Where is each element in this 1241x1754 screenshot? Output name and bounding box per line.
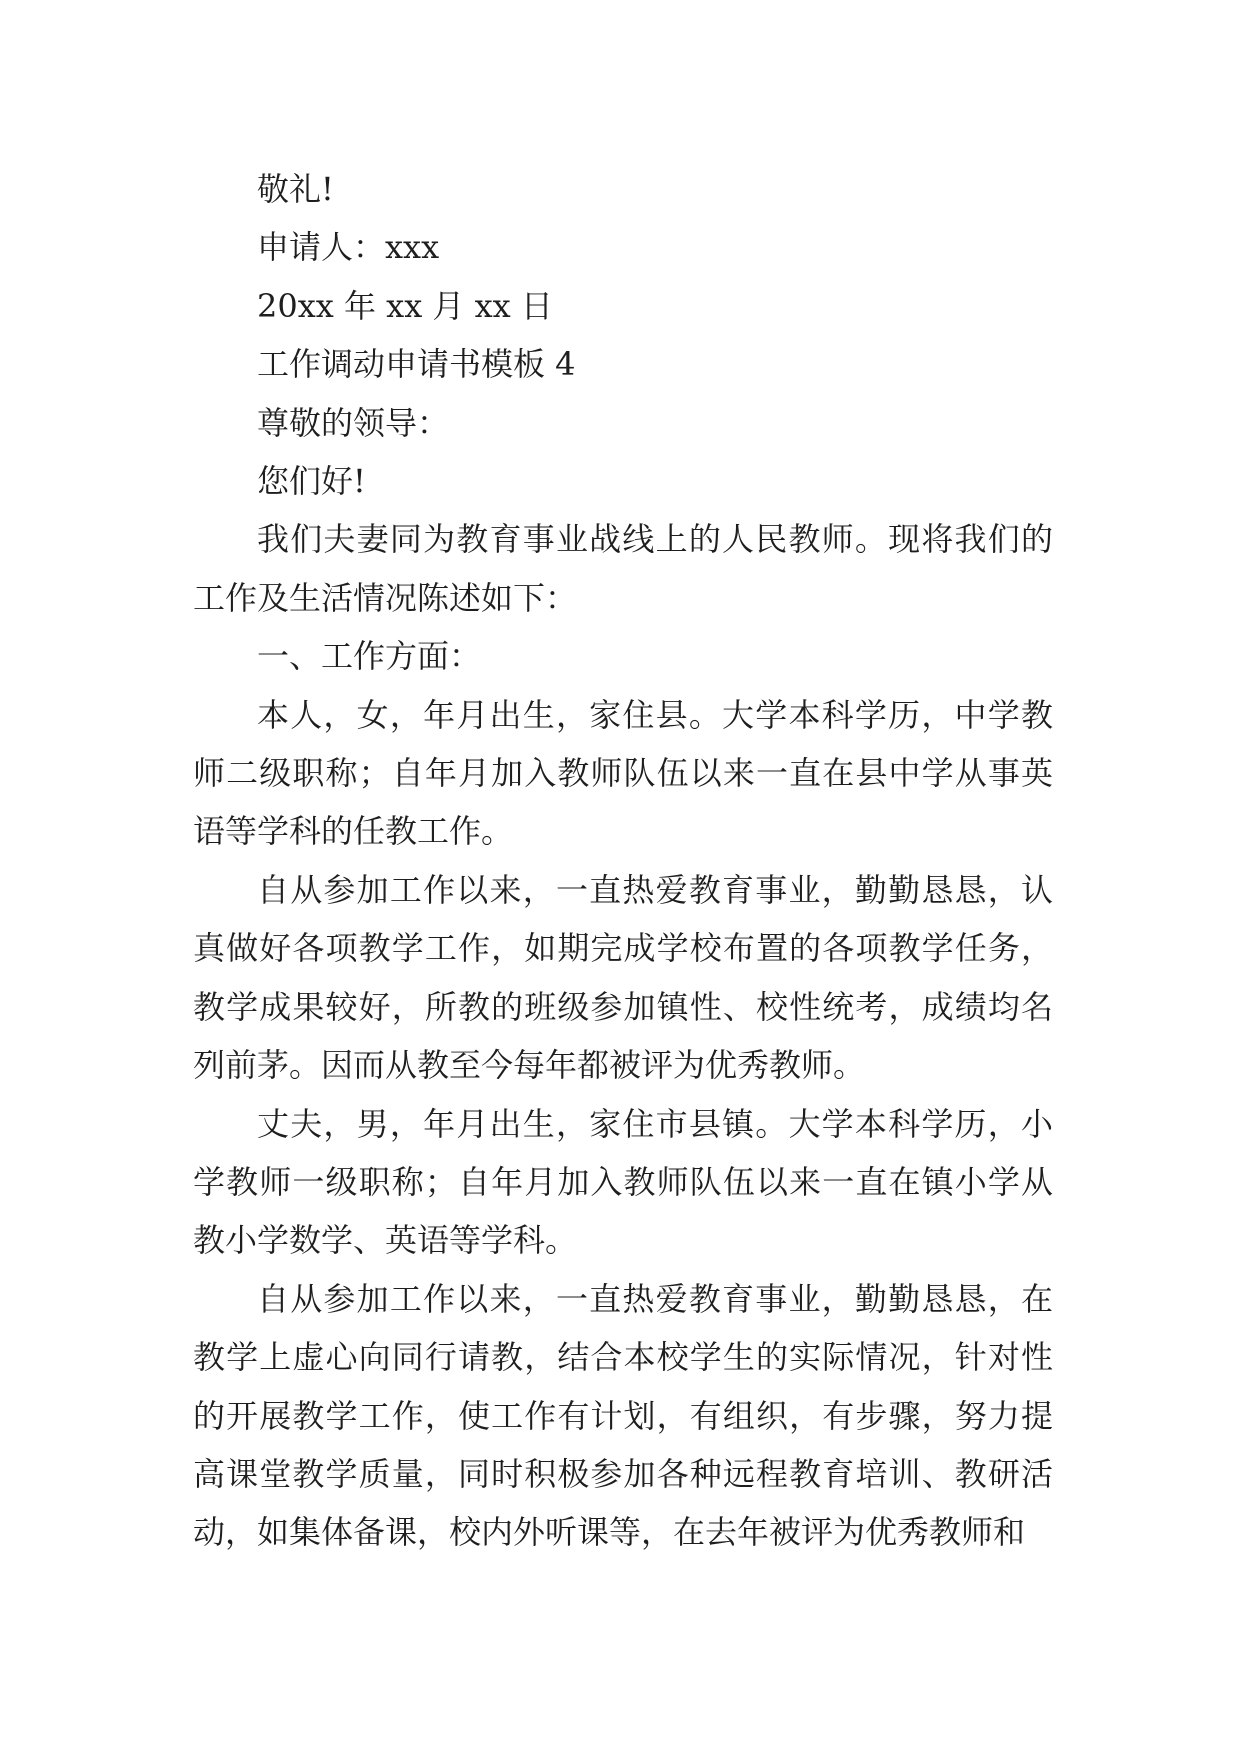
paragraph-husband-profile: 丈夫，男，年月出生，家住市县镇。大学本科学历，小学教师一级职称；自年月加入教师队伍以来一直在镇小学从教小学数学、英语等学科。 — [193, 1104, 1053, 1260]
paragraph-wife-profile: 本人，女，年月出生，家住县。大学本科学历，中学教师二级职称；自年月加入教师队伍以来一直在县中学从事英语等学科的任教工作。 — [193, 695, 1053, 851]
paragraph-wife-work: 自从参加工作以来，一直热爱教育事业，勤勤恳恳，认真做好各项教学工作，如期完成学校布置的各项教学任务，教学成果较好，所教的班级参加镇性、校性统考，成绩均名列前茅。因而从教至今每年都被评为优秀教师。 — [193, 870, 1053, 1085]
salutation-line: 尊敬的领导： — [257, 403, 450, 442]
greeting-line: 您们好! — [257, 462, 366, 501]
template-title: 工作调动申请书模板 4 — [257, 345, 576, 384]
closing-line: 敬礼! — [257, 170, 334, 208]
paragraph-husband-work: 自从参加工作以来，一直热爱教育事业，勤勤恳恳，在教学上虚心向同行请教，结合本校学生的实际情况，针对性的开展教学工作，使工作有计划，有组织，有步骤，努力提高课堂教学质量，同时积极参加各种远程教育培训、教研活动，如集体备课，校内外听课等，在去年被评为优秀教师和 — [193, 1279, 1053, 1552]
paragraph-intro: 我们夫妻同为教育事业战线上的人民教师。现将我们的工作及生活情况陈述如下： — [193, 520, 1053, 617]
section-heading-work: 一、工作方面： — [257, 637, 482, 676]
document-body — [193, 160, 1053, 1562]
applicant-line: 申请人：xxx — [257, 228, 440, 267]
date-line: 20xx 年 xx 月 xx 日 — [257, 286, 553, 325]
